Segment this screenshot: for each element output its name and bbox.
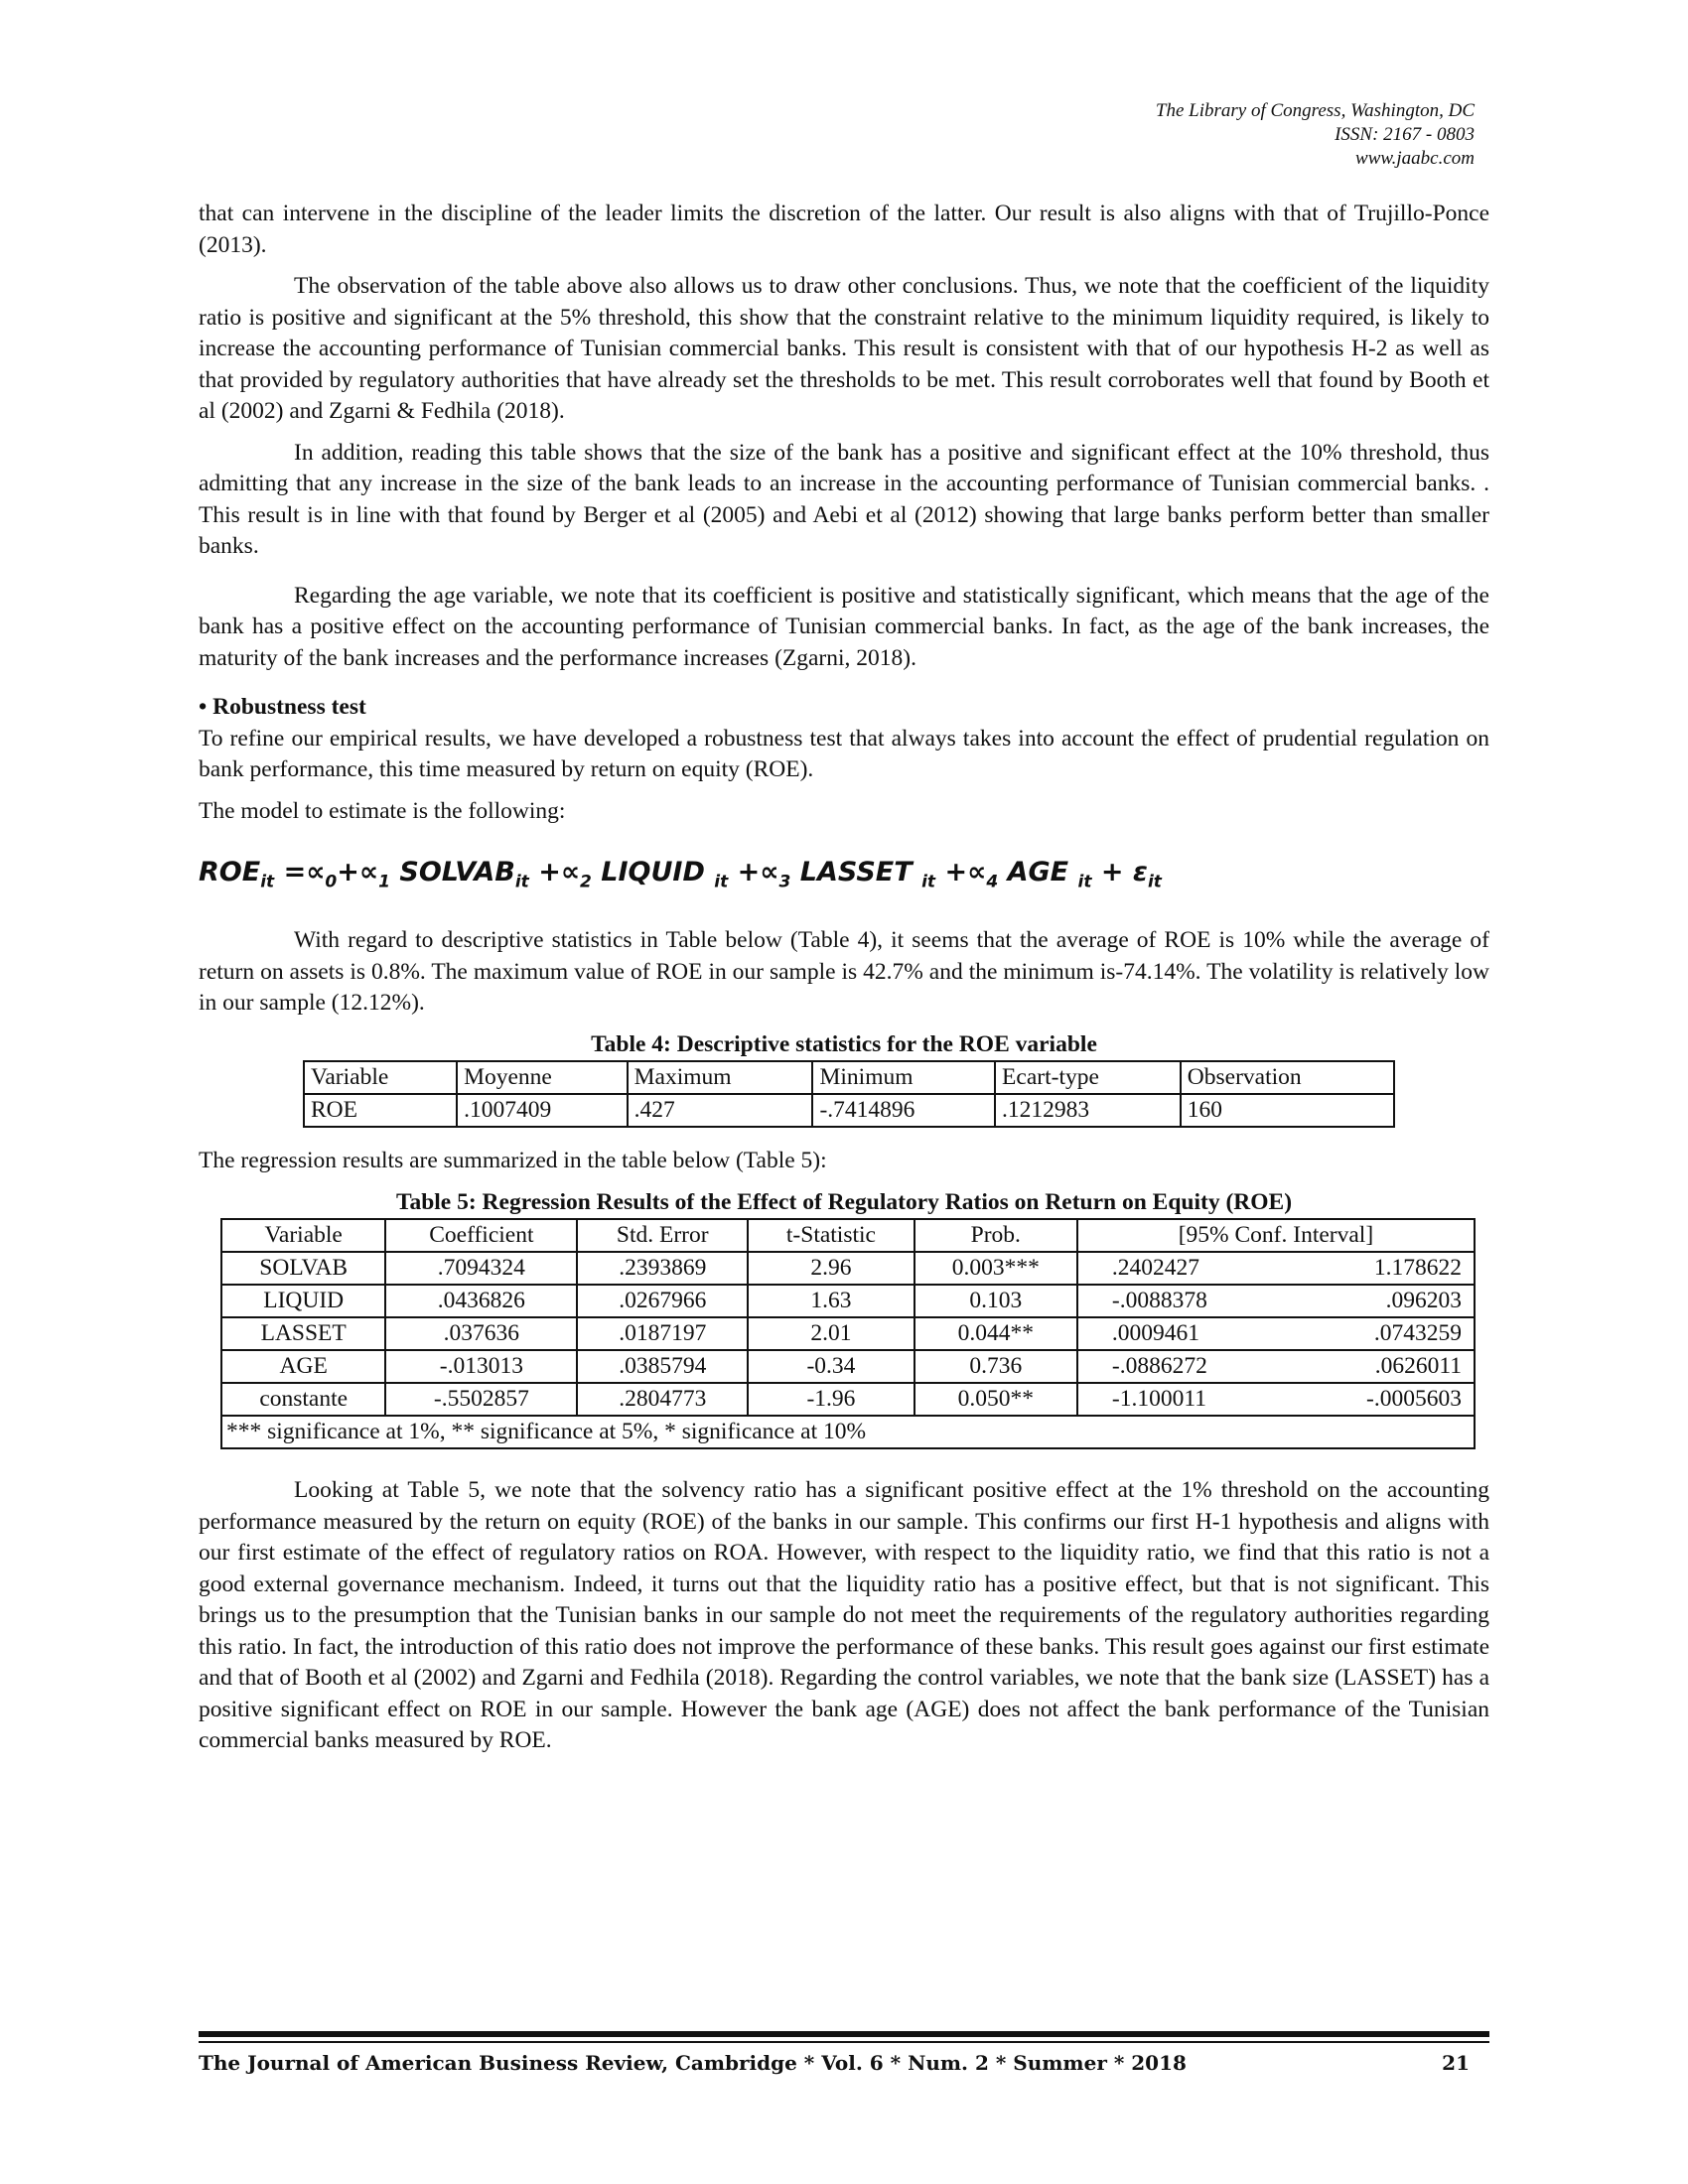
section-heading: • Robustness test	[199, 694, 366, 720]
table-cell: 2.01	[748, 1317, 914, 1350]
paragraph: In addition, reading this table shows that the size of the bank has a positive and significant effect at the 10% threshold, thus admitting that any increase in the size of the bank leads to an increase in the accounting performance of Tunisian commercial banks. . This result is in line with that found by Berger et al (2005) and Aebi et al (2012) showing that large banks perform better than smaller banks.	[199, 439, 1489, 559]
table-header-cell: Moyenne	[457, 1061, 628, 1094]
footer-rule-thick	[199, 2031, 1489, 2037]
table-row	[221, 1285, 1475, 1317]
running-header	[1156, 99, 1475, 171]
ci-lower: -.0088378	[1111, 1288, 1207, 1314]
table-cell: .0267966	[577, 1285, 748, 1317]
descriptive-stats-table	[303, 1060, 1395, 1128]
regression-results-table	[220, 1218, 1476, 1449]
paragraph: The model to estimate is the following:	[199, 797, 566, 824]
table-cell: .1212983	[995, 1094, 1181, 1127]
ci-lower: .0009461	[1111, 1320, 1200, 1347]
table-cell: .427	[628, 1094, 813, 1127]
table-cell	[1077, 1285, 1475, 1317]
table-cell: -.7414896	[812, 1094, 995, 1127]
ci-lower: .2402427	[1111, 1255, 1200, 1282]
table-header-cell: Ecart-type	[995, 1061, 1181, 1094]
table-header-cell: Coefficient	[385, 1219, 577, 1252]
table-cell: .0436826	[385, 1285, 577, 1317]
table-header-row	[221, 1219, 1475, 1252]
ci-lower: -1.100011	[1111, 1386, 1206, 1413]
table-header-cell: Std. Error	[577, 1219, 748, 1252]
table-cell: .7094324	[385, 1252, 577, 1285]
paragraph: The regression results are summarized in the table below (Table 5):	[199, 1148, 827, 1174]
table-row	[221, 1350, 1475, 1383]
table-cell: 160	[1181, 1094, 1394, 1127]
table5-caption: Table 5: Regression Results of the Effect of Regulatory Ratios on Return on Equity (ROE)	[395, 1188, 1293, 1215]
ci-upper: -.0005603	[1366, 1386, 1462, 1413]
table-header-cell: Minimum	[812, 1061, 995, 1094]
table-cell: .2804773	[577, 1383, 748, 1416]
ci-upper: .096203	[1385, 1288, 1462, 1314]
ci-upper: .0743259	[1373, 1320, 1462, 1347]
table-cell: .037636	[385, 1317, 577, 1350]
table-cell: -0.34	[748, 1350, 914, 1383]
paragraph: Looking at Table 5, we note that the solvency ratio has a significant positive effect at the 1% threshold on the accounting performance measured by the return on equity (ROE) of the banks in our sample. This confirms our first H-1 hypothesis and aligns with our first estimate of the effect of regulatory ratios on ROA. However, with respect to the liquidity ratio, we find that this ratio is not a good external governance mechanism. Indeed, it turns out that the liquidity ratio has a positive effect, but that is not significant. This brings us to the presumption that the Tunisian banks in our sample do not meet the requirements of the regulatory authorities regarding this ratio. In fact, the introduction of this ratio does not improve the performance of these banks. This result goes against our first estimate and that of Booth et al (2002) and Zgarni and Fedhila (2018). Regarding the control variables, we note that the bank size (LASSET) has a positive significant effect on ROE in our sample. However the bank age (AGE) does not affect the bank performance of the Tunisian commercial banks measured by ROE.	[199, 1477, 1489, 1754]
table-header-row	[304, 1061, 1394, 1094]
footer-journal: The Journal of American Business Review, Cambridge * Vol. 6 * Num. 2 * Summer * 2018	[199, 2051, 1187, 2075]
table-row	[221, 1317, 1475, 1350]
ci-upper: 1.178622	[1373, 1255, 1462, 1282]
table4-caption: Table 4: Descriptive statistics for the ROE variable	[591, 1030, 1097, 1057]
table-cell: .0187197	[577, 1317, 748, 1350]
table-header-cell: Variable	[221, 1219, 385, 1252]
table-cell: constante	[221, 1383, 385, 1416]
table-cell	[1077, 1383, 1475, 1416]
paragraph: To refine our empirical results, we have developed a robustness test that always takes into account the effect of prudential regulation on bank performance, this time measured by return on equity (ROE).	[199, 725, 1489, 782]
table-cell	[1077, 1317, 1475, 1350]
table-row	[221, 1252, 1475, 1285]
table-header-cell: Variable	[304, 1061, 457, 1094]
table-note-row	[221, 1416, 1475, 1448]
table-cell: .0385794	[577, 1350, 748, 1383]
table-cell: 1.63	[748, 1285, 914, 1317]
header-website: www.jaabc.com	[1355, 148, 1475, 169]
header-publisher: The Library of Congress, Washington, DC	[1155, 100, 1475, 121]
running-footer	[199, 2051, 1489, 2075]
table-cell: -1.96	[748, 1383, 914, 1416]
table-cell: 0.050**	[914, 1383, 1077, 1416]
paragraph: With regard to descriptive statistics in Table below (Table 4), it seems that the average of ROE is 10% while the average of return on assets is 0.8%. The maximum value of ROE in our sample is 42.7% and the minimum is-74.14%. The volatility is relatively low in our sample (12.12%).	[199, 927, 1489, 1017]
ci-upper: .0626011	[1374, 1353, 1462, 1380]
table-cell: -.5502857	[385, 1383, 577, 1416]
table-header-cell: t-Statistic	[748, 1219, 914, 1252]
table-cell	[1077, 1252, 1475, 1285]
footer-rule-thin	[199, 2041, 1489, 2043]
table-row	[304, 1094, 1394, 1127]
table-cell: 0.003***	[914, 1252, 1077, 1285]
table-cell	[1077, 1350, 1475, 1383]
table-cell: LASSET	[221, 1317, 385, 1350]
table-header-cell: Prob.	[914, 1219, 1077, 1252]
paragraph: Regarding the age variable, we note that its coefficient is positive and statistically significant, which means that the age of the bank has a positive effect on the accounting performance of Tunisian commercial banks. In fact, as the age of the bank increases, the maturity of the bank increases and the performance increases (Zgarni, 2018).	[199, 582, 1489, 671]
table-header-cell: [95% Conf. Interval]	[1077, 1219, 1475, 1252]
regression-equation: $ROE_{it} =\propto_0+\propto_1$ $SOLVAB_{it} +\propto_2$ LIQUID $_{it} +\propto_3$ LASSET $_{it} +\propto_4$ AGE $_{it} + \varepsilon_{it}$	[199, 857, 1162, 892]
table-cell: AGE	[221, 1350, 385, 1383]
table-cell: 0.103	[914, 1285, 1077, 1317]
table-cell: .1007409	[457, 1094, 628, 1127]
table-cell: 2.96	[748, 1252, 914, 1285]
table-cell: 0.736	[914, 1350, 1077, 1383]
table-cell: SOLVAB	[221, 1252, 385, 1285]
article-body	[199, 199, 1489, 1757]
paragraph: The observation of the table above also allows us to draw other conclusions. Thus, we note that the coefficient of the liquidity ratio is positive and significant at the 5% threshold, this show that the constraint relative to the minimum liquidity required, is likely to increase the accounting performance of Tunisian commercial banks. This result is consistent with that of our hypothesis H-2 as well as that provided by regulatory authorities that have already set the thresholds to be met. This result corroborates well that found by Booth et al (2002) and Zgarni & Fedhila (2018).	[199, 273, 1489, 424]
table-cell: -.013013	[385, 1350, 577, 1383]
table-row	[221, 1383, 1475, 1416]
table-header-cell: Observation	[1181, 1061, 1394, 1094]
significance-note: *** significance at 1%, ** significance at 5%, * significance at 10%	[221, 1416, 1475, 1448]
table-cell: 0.044**	[914, 1317, 1077, 1350]
ci-lower: -.0886272	[1111, 1353, 1207, 1380]
table-cell: ROE	[304, 1094, 457, 1127]
page-number: 21	[1442, 2051, 1470, 2075]
table-cell: .2393869	[577, 1252, 748, 1285]
table-header-cell: Maximum	[628, 1061, 813, 1094]
table-cell: LIQUID	[221, 1285, 385, 1317]
paragraph: that can intervene in the discipline of the leader limits the discretion of the latter. Our result is also aligns with that of Trujillo-Ponce (2013).	[199, 201, 1489, 258]
header-issn: ISSN: 2167 - 0803	[1335, 124, 1475, 145]
